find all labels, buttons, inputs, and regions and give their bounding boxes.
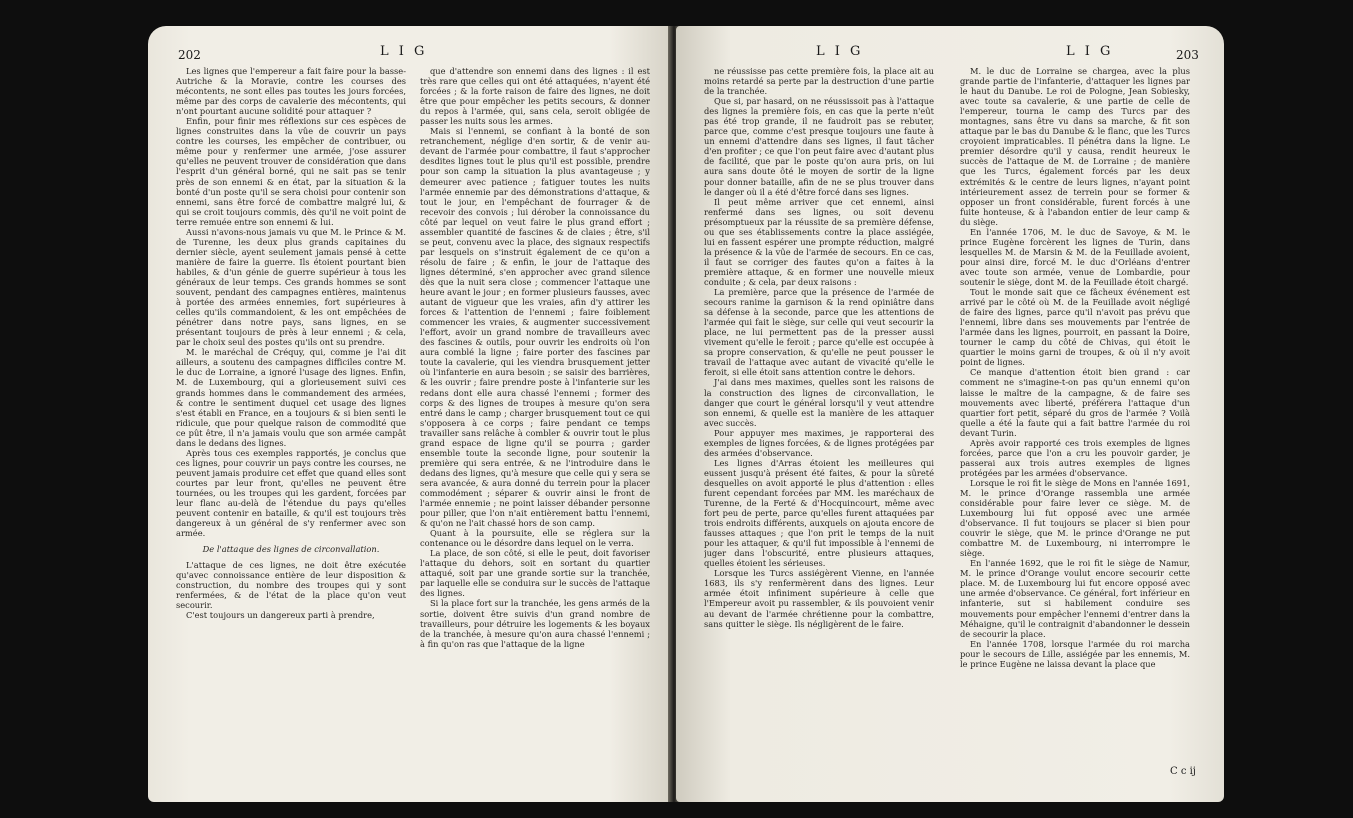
paragraph: Si la place fort sur la tranchée, les gens armés de la sortie, doivent être suivis d'un grand nombre de travailleurs, pour détruire les logements & les boyaux de la tranchée, à mesure qu'on aura chassé l'ennemi ; à fin qu'on ras que l'attaque de la ligne: [420, 598, 650, 649]
paragraph: En l'année 1692, que le roi fit le siège de Namur, M. le prince d'Orange voulut encore secourir cette place. M. de Luxembourg lui fut encore opposé avec une armée d'observance. Ce général, fort inférieur en infanterie, sut si habilement conduire ses mouvements pour empêcher l'ennemi d'entrer dans la Méhaigne, qu'il le contraignit d'abandonner le dessein de secourir la place.: [960, 558, 1190, 639]
paragraph: C'est toujours un dangereux parti à prendre,: [186, 610, 375, 621]
left-page-number: 202: [178, 48, 201, 62]
left-running-header: L I G: [380, 44, 428, 59]
paragraph: que d'attendre son ennemi dans des lignes : il est très rare que celles qui ont été attaquées, n'ayent été forcées ; & la forte raison de faire des lignes, ne doit être que pour empêcher les petits secours, & donner du repos à l'armée, qui, sans cela, seroit obligée de passer les nuits sous les armes.: [420, 66, 650, 127]
paragraph: J'ai dans mes maximes, quelles sont les raisons de la construction des lignes de circonvallation, le danger que court le général lorsqu'il y veut attendre son ennemi, & quelle est la manière de les attaquer avec succès.: [704, 377, 934, 428]
right-running-header-1: L I G: [816, 44, 864, 59]
paragraph: Lorsque le roi fit le siège de Mons en l'année 1691, M. le prince d'Orange rassembla une armée considérable pour faire lever ce siège. M. de Luxembourg lui fut opposé avec une armée d'observance. Il fut toujours se placer si bien pour couvrir le siège, que M. le prince d'Orange ne put combattre M. de Luxembourg, ni interrompre le siège.: [960, 477, 1190, 559]
paragraph: Ce manque d'attention étoit bien grand : car comment ne s'imagine-t-on pas qu'un ennemi qu'on laisse le maître de la campagne, & de faire ses mouvements avec liberté, préférera l'attaque d'un quartier fort petit, séparé du gros de l'armée ? Voilà quelle a été la faute qui a fait battre l'armée du roi devant Turin.: [960, 367, 1190, 438]
paragraph: Après tous ces exemples rapportés, je conclus que ces lignes, pour couvrir un pays contre les courses, ne peuvent jamais produire cet effet que quand elles sont courtes par leur front, qu'elles ne peuvent être tournées, ou les troupes qui les gardent, forcées par leur flanc au-delà de l'étendue du pays qu'elles peuvent contenir en bataille, & qu'il est toujours très dangereux à un général de s'y renfermer avec son armée.: [176, 447, 406, 539]
signature-mark: C c ij: [1170, 766, 1196, 777]
paragraph: M. le duc de Lorraine se chargea, avec la plus grande partie de l'infanterie, d'attaquer les lignes par le haut du Danube. Le roi de Pologne, Jean Sobiesky, avec toute sa cavalerie, & une partie de celle de l'empereur, tourna le camp des Turcs par des montagnes, sans être vu dans sa marche, & fit son attaque par le bas du Danube & le flanc, que les Turcs croyoient impraticables. Il pénétra dans la ligne. Le premier désordre qu'il y causa, rendit heureux le succès de l'attaque de M. de Lorraine ; de manière que les Turcs, également forcés par les deux extrémités & le centre de leurs lignes, n'ayant point intérieurement assez de terrein pour se former & opposer un front considérable, furent forcés à une fuite honteuse, & à l'abandon entier de leur camp & du siège.: [960, 66, 1190, 227]
paragraph: M. le maréchal de Créquy, qui, comme je l'ai dit ailleurs, a soutenu des campagnes difficiles contre M. le duc de Lorraine, a ignoré l'usage des lignes. Enfin, M. de Luxembourg, qui a glorieusement suivi ces grands hommes dans le commandement des armées, & contre le sentiment duquel cet usage des lignes s'est établi en France, en a toujours & si bien senti le ridicule, que pour quelque raison de commodité que ce pût être, il n'a jamais voulu que son armée campât dans le dedans des lignes.: [176, 347, 406, 448]
paragraph: Lorsque les Turcs assiégèrent Vienne, en l'année 1683, ils s'y renfermèrent dans des lignes. Leur armée étoit infiniment supérieure à celle que l'Empereur avoit pu rassembler, & ils pouvoient venir au devant de l'armée chrétienne pour la combattre, sans quitter le siège. Ils négligèrent de le faire.: [704, 568, 934, 629]
left-page: [148, 26, 672, 802]
paragraph: La place, de son côté, si elle le peut, doit favoriser l'attaque du dehors, soit en sortant du quartier attaqué, soit par une grande sortie sur la tranchée, par laquelle elle se conduira sur le succès de l'attaque des lignes.: [420, 548, 650, 599]
paragraph: Après avoir rapporté ces trois exemples de lignes forcées, parce que l'on a cru les pouvoir garder, je passerai aux trois autres exemples de lignes protégées par les armées d'observance.: [960, 437, 1190, 478]
paragraph: Pour appuyer mes maximes, je rapporterai des exemples de lignes forcées, & de lignes protégées par des armées d'observance.: [704, 427, 934, 458]
right-column-1: [704, 66, 934, 772]
paragraph: Il peut même arriver que cet ennemi, ainsi renfermé dans ses lignes, ou soit devenu présomptueux par la réussite de sa première défense, ou que ses établissements contre la place assiégée, lui en fassent espérer une prompte réduction, malgré la présence & la vûe de l'armée de secours. En ce cas, il faut se corriger des fautes qu'on a faites à la première attaque, & en former une nouvelle mieux conduite ; & cela, par deux raisons :: [704, 196, 934, 287]
paragraph: Aussi n'avons-nous jamais vu que M. le Prince & M. de Turenne, les deux plus grands capitaines du dernier siècle, ayent seulement jamais pensé à cette manière de faire la guerre. Ils étoient pourtant bien habiles, & d'un génie de guerre supérieur à tous les généraux de leur temps. Ces grands hommes se sont souvent, pendant des campagnes entières, maintenus à portée des armées ennemies, fort supérieures à celles qu'ils commandoient, & les ont empêchées de pénétrer dans notre pays, sans lignes, en se présentant toujours de près à leur ennemi ; & cela, par le choix seul des postes qu'ils ont su prendre.: [176, 226, 406, 348]
paragraph: Mais si l'ennemi, se confiant à la bonté de son retranchement, néglige d'en sortir, & de venir au-devant de l'armée pour combattre, il faut s'approcher desdites lignes tout le plus qu'il est possible, prendre pour son camp la situation la plus avantageuse ; y demeurer avec patience ; fatiguer toutes les nuits l'armée ennemie par des démonstrations d'attaque, & tout le jour, en l'empêchant de fourrager & de recevoir des convois ; lui dérober la connoissance du côté par lequel on veut faire le plus grand effort ; assembler quantité de fascines & de claies ; être, s'il se peut, convenu avec la place, des signaux respectifs par lesquels on s'instruit également de ce qu'on a résolu de faire ; & enfin, le jour de l'attaque des lignes déterminé, s'en approcher avec grand silence dès que la nuit sera close ; commencer l'attaque une heure avant le jour ; en former plusieurs fausses, avec autant de vigueur que les vraies, afin d'y attirer les forces & l'attention de l'ennemi ; faire foiblement commencer les vraies, & augmenter successivement l'effort, avoir un grand nombre de travailleurs avec des fascines & outils, pour ouvrir les endroits où l'on aura comblé la ligne ; faire porter des fascines par toute la cavalerie, qui les viendra brusquement jetter où l'infanterie en aura besoin ; se saisir des barrières, & les ouvrir ; faire prendre poste à l'infanterie sur les redans dont elle aura chassé l'ennemi ; former des corps & des lignes de troupes à mesure qu'on sera entré dans le camp ; charger brusquement tout ce qui s'opposera à ce corps ; faire pendant ce temps travailler sans relâche à combler & ouvrir tout le plus grand espace de ligne qu'il se pourra ; garder ensemble toute la seconde ligne, pour soutenir la première qui sera entrée, & ne l'introduire dans le dedans des lignes, qu'à mesure que celle qui y sera se sera avancée, & aura donné du terrein pour la placer commodément ; séparer & ouvrir ainsi le front de l'armée ennemie ; ne point laisser débander personne pour piller, que l'on n'ait entièrement battu l'ennemi, & qu'on ne l'ait chassé hors de son camp.: [420, 126, 650, 529]
paragraph: L'attaque de ces lignes, ne doit être exécutée qu'avec connoissance entière de leur disposition & construction, du nombre des troupes qui y sont renfermées, & de l'état de la place qu'on veut secourir.: [176, 560, 406, 611]
right-page: [676, 26, 1224, 802]
paragraph: En l'année 1708, lorsque l'armée du roi marcha pour le secours de Lille, assiégée par les ennemis, M. le prince Eugène ne laissa devant la place que: [960, 638, 1190, 669]
paragraph: Tout le monde sait que ce fâcheux événement est arrivé par le côté où M. de la Feuillade avoit négligé de faire des lignes, parce qu'il n'avoit pas prévu que l'ennemi, libre dans ses mouvements par l'entrée de l'armée dans les lignes, pourroit, en passant la Doire, tourner le camp du côté de Chivas, qui étoit le quartier le moins garni de troupes, & où il n'y avoit point de lignes.: [960, 287, 1190, 368]
paragraph: Quant à la poursuite, elle se réglera sur la contenance ou le désordre dans lequel on le verra.: [420, 528, 650, 549]
left-column-2: [420, 66, 650, 772]
left-column-1: [176, 66, 406, 772]
paragraph: Enfin, pour finir mes réflexions sur ces espèces de lignes construites dans la vûe de couvrir un pays contre les courses, les empêcher de contribuer, ou même pour y renfermer une armée, j'ose assurer qu'elles ne peuvent trouver de considération que dans l'esprit d'un général borné, qui ne sait pas se tenir près de son ennemi & en état, par la situation & la bonté d'un poste qu'il se sera choisi pour contenir son ennemi, sans être forcé de combattre malgré lui, & qui se croit toujours commis, dès qu'il ne voit point de terre remuée entre son ennemi & lui.: [176, 116, 406, 227]
paragraph: En l'année 1706, M. le duc de Savoye, & M. le prince Eugène forcèrent les lignes de Turin, dans lesquelles M. de Marsin & M. de la Feuillade avoient, pour ainsi dire, forcé M. le duc d'Orléans d'entrer avec toute son armée, venue de Lombardie, pour soutenir le siège, dont M. de la Feuillade étoit chargé.: [960, 226, 1190, 287]
paragraph: Les lignes d'Arras étoient les meilleures qui eussent jusqu'à présent été faites, & pour la sûreté desquelles on avoit apporté le plus d'attention : elles furent cependant forcées par MM. les maréchaux de Turenne, de la Ferté & d'Hocquincourt, même avec fort peu de perte, parce qu'elles furent attaquées par trois endroits différents, auxquels on ajouta encore de fausses attaques ; que l'on prit le temps de la nuit pour les attaquer, & qu'il fut impossible à l'ennemi de juger dans l'obscurité, entre plusieurs attaques, quelles étoient les sérieuses.: [704, 457, 934, 569]
right-running-header-2: L I G: [1066, 44, 1114, 59]
paragraph: Les lignes que l'empereur a fait faire pour la basse-Autriche & la Moravie, contre les courses des mécontents, ne sont elles pas toutes les jours forcées, même par des corps de cavalerie des mécontents, qui n'ont pourtant aucune solidité pour attaquer ?: [176, 66, 406, 117]
paragraph: De l'attaque des lignes de circonvallation.: [202, 544, 380, 555]
paragraph: ne réussisse pas cette première fois, la place ait au moins retardé sa perte par la destruction d'une partie de la tranchée.: [704, 66, 934, 97]
paragraph: La première, parce que la présence de l'armée de secours ranime la garnison & la rend opiniâtre dans sa défense à la seconde, parce que les attentions de l'armée qui fait le siège, sur celle qui veut secourir la place, ne lui permettent pas de la presser aussi vivement qu'elle le feroit ; parce qu'elle est occupée à sa propre conservation, & qu'elle ne peut pousser le travail de l'attaque avec autant de vivacité qu'elle le feroit, si elle étoit sans attention contre le dehors.: [704, 287, 934, 378]
paragraph: Que si, par hasard, on ne réussissoit pas à l'attaque des lignes la première fois, en cas que la perte n'eût pas été trop grande, il ne faudroit pas se rebuter, parce que, comme c'est presque toujours une faute à un ennemi d'attendre dans ses lignes, il faut tâcher d'en profiter ; ce que l'on peut faire avec d'autant plus de facilité, que par le poste qu'on aura pris, on lui aura sans doute ôté le moyen de sortir de la ligne pour donner bataille, afin de ne se plus trouver dans le danger où il a été d'être forcé dans ses lignes.: [704, 96, 934, 197]
right-column-2: [960, 66, 1190, 766]
right-page-number: 203: [1176, 48, 1199, 62]
